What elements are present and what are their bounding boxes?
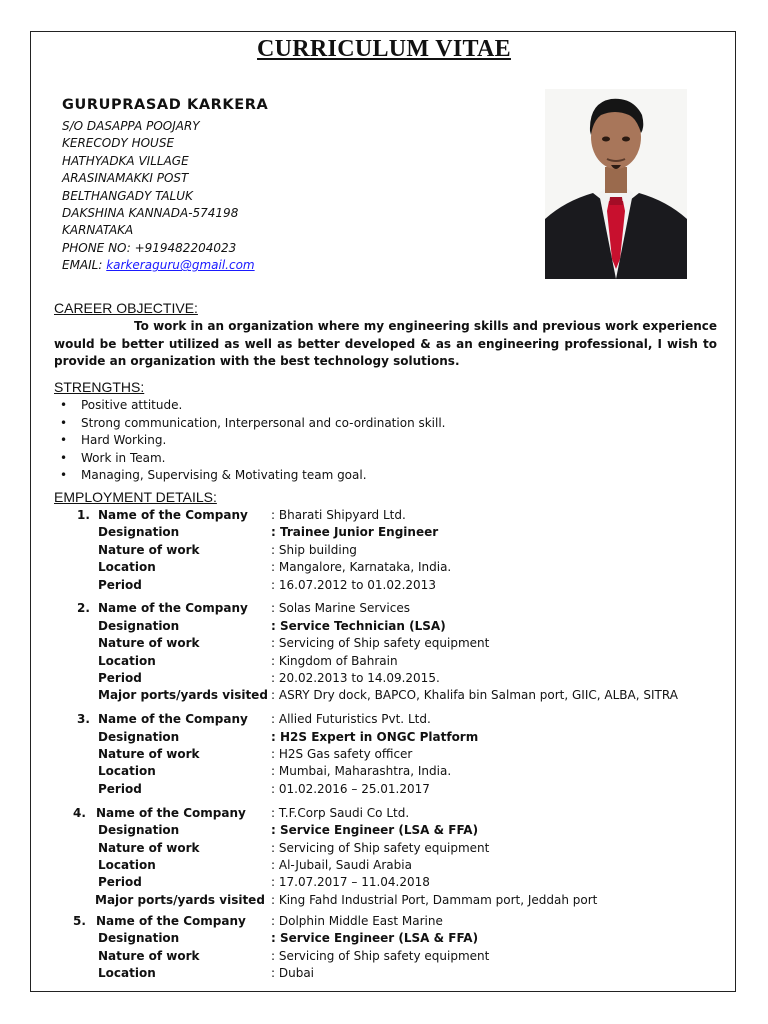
- period-value: : 17.07.2017 – 11.04.2018: [271, 875, 430, 890]
- email-link[interactable]: karkeraguru@gmail.com: [106, 258, 255, 273]
- nature-value: : Servicing of Ship safety equipment: [271, 840, 490, 855]
- job-number: 5.: [73, 914, 86, 929]
- job-entry: [0, 507, 768, 594]
- address-block: [62, 118, 255, 275]
- designation-label: Designation: [98, 618, 180, 633]
- address-line: KERECODY HOUSE: [62, 136, 175, 151]
- designation-label: Designation: [98, 931, 180, 946]
- profile-photo: [545, 89, 687, 279]
- job-number: 2.: [77, 601, 90, 616]
- period-label: Period: [98, 781, 142, 796]
- list-item: • Strong communication, Interpersonal and co-ordination skill.: [60, 415, 446, 433]
- nature-label: Nature of work: [98, 840, 200, 855]
- designation-label: Designation: [98, 823, 180, 838]
- designation-value: : Trainee Junior Engineer: [271, 525, 439, 540]
- company-label: Name of the Company: [98, 601, 248, 616]
- list-item: • Hard Working.: [60, 432, 446, 450]
- location-label: Location: [98, 764, 156, 779]
- company-value: : Bharati Shipyard Ltd.: [271, 508, 406, 522]
- nature-label: Nature of work: [98, 636, 200, 651]
- location-label: Location: [98, 857, 156, 872]
- list-item: • Managing, Supervising & Motivating team goal.: [60, 467, 446, 485]
- period-value: : 01.02.2016 – 25.01.2017: [271, 781, 430, 796]
- job-number: 1.: [77, 508, 90, 522]
- candidate-name: GURUPRASAD KARKERA: [62, 97, 269, 113]
- ports-value: : King Fahd Industrial Port, Dammam port, Jeddah port: [271, 892, 598, 907]
- list-item: • Work in Team.: [60, 450, 446, 468]
- nature-label: Nature of work: [98, 542, 200, 557]
- location-value: : Kingdom of Bahrain: [271, 653, 398, 668]
- phone-line: PHONE NO: +919482204023: [62, 240, 237, 255]
- location-label: Location: [98, 653, 156, 668]
- period-label: Period: [98, 671, 142, 686]
- location-label: Location: [98, 560, 156, 575]
- job-entry: [0, 805, 768, 909]
- location-label: Location: [98, 966, 156, 981]
- designation-value: : Service Engineer (LSA & FFA): [271, 931, 479, 946]
- company-label: Name of the Company: [96, 805, 246, 820]
- employment-list: [0, 507, 768, 983]
- address-line: KARNATAKA: [62, 223, 134, 238]
- job-entry: [0, 913, 768, 983]
- email-line: [62, 257, 255, 274]
- ports-label: Major ports/yards visited: [98, 688, 268, 703]
- location-value: : Mumbai, Maharashtra, India.: [271, 764, 452, 779]
- nature-value: : H2S Gas safety officer: [271, 747, 413, 762]
- strengths-list: [60, 397, 446, 485]
- job-entry: [0, 600, 768, 704]
- designation-label: Designation: [98, 729, 180, 744]
- period-label: Period: [98, 577, 142, 592]
- company-value: : Solas Marine Services: [271, 601, 410, 616]
- job-number: 3.: [77, 712, 90, 727]
- company-value: : T.F.Corp Saudi Co Ltd.: [271, 805, 410, 820]
- period-value: : 16.07.2012 to 01.02.2013: [271, 577, 436, 592]
- designation-value: : Service Technician (LSA): [271, 618, 446, 633]
- nature-label: Nature of work: [98, 747, 200, 762]
- nature-value: : Ship building: [271, 542, 357, 557]
- address-line: ARASINAMAKKI POST: [62, 171, 189, 186]
- company-label: Name of the Company: [98, 508, 248, 522]
- ports-value: : ASRY Dry dock, BAPCO, Khalifa bin Salman port, GIIC, ALBA, SITRA: [271, 688, 678, 703]
- employment-heading: EMPLOYMENT DETAILS:: [54, 489, 217, 505]
- designation-value: : H2S Expert in ONGC Platform: [271, 729, 479, 744]
- location-value: : Mangalore, Karnataka, India.: [271, 560, 452, 575]
- objective-paragraph: To work in an organization where my engineering skills and previous work experience would be better utilized as well as better developed & as an engineering professional, I wish to provide an organization with the best technology solutions.: [54, 319, 717, 368]
- strengths-heading: STRENGTHS:: [54, 379, 145, 395]
- list-item: • Positive attitude.: [60, 397, 446, 415]
- nature-value: : Servicing of Ship safety equipment: [271, 948, 490, 963]
- job-entry: [0, 711, 768, 798]
- document-title: CURRICULUM VITAE: [257, 36, 511, 62]
- designation-label: Designation: [98, 525, 180, 540]
- nature-value: : Servicing of Ship safety equipment: [271, 636, 490, 651]
- career-objective-text: [54, 318, 717, 371]
- career-objective-heading: CAREER OBJECTIVE:: [54, 300, 198, 316]
- job-number: 4.: [73, 805, 86, 820]
- address-line: HATHYADKA VILLAGE: [62, 153, 189, 168]
- address-line: BELTHANGADY TALUK: [62, 188, 193, 203]
- address-line: DAKSHINA KANNADA-574198: [62, 206, 239, 221]
- address-line: S/O DASAPPA POOJARY: [62, 119, 200, 133]
- company-value: : Allied Futuristics Pvt. Ltd.: [271, 712, 431, 727]
- ports-label: Major ports/yards visited: [95, 892, 265, 907]
- company-label: Name of the Company: [98, 712, 248, 727]
- location-value: : Dubai: [271, 966, 315, 981]
- period-label: Period: [98, 875, 142, 890]
- company-value: : Dolphin Middle East Marine: [271, 914, 443, 929]
- location-value: : Al-Jubail, Saudi Arabia: [271, 857, 412, 872]
- company-label: Name of the Company: [96, 914, 246, 929]
- designation-value: : Service Engineer (LSA & FFA): [271, 823, 479, 838]
- nature-label: Nature of work: [98, 948, 200, 963]
- portrait-image: [545, 89, 687, 279]
- period-value: : 20.02.2013 to 14.09.2015.: [271, 671, 440, 686]
- email-label: EMAIL:: [62, 258, 107, 273]
